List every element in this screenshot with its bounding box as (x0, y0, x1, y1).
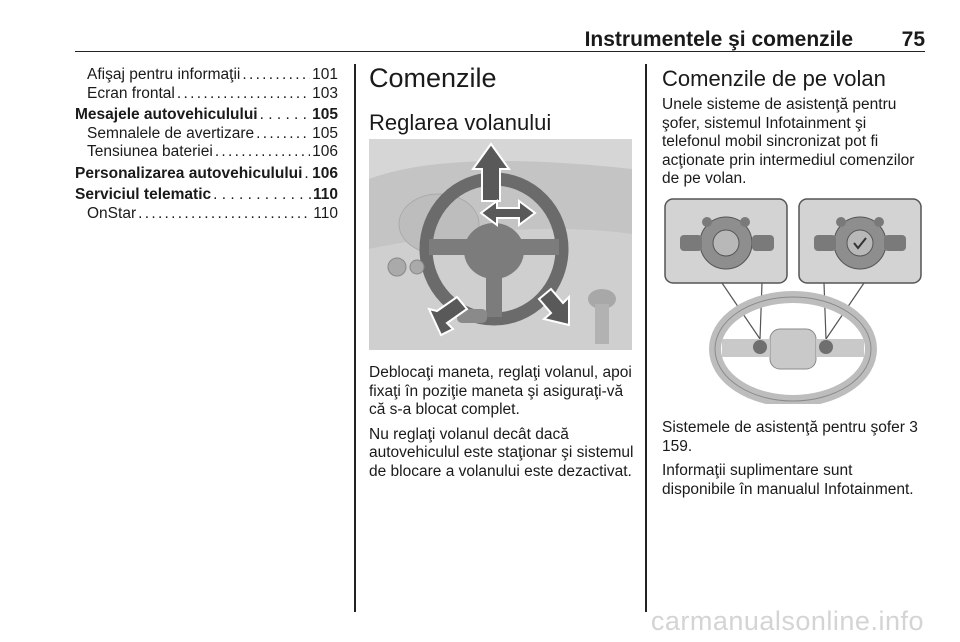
column-divider (354, 64, 356, 612)
toc-entry-label: Semnalele de avertizare (87, 124, 255, 142)
toc-entry-label: Personalizarea autovehiculului (75, 164, 303, 182)
section-heading: Reglarea volanului (369, 110, 552, 135)
toc-entry-page: 105 (312, 106, 338, 123)
page-number: 75 (901, 28, 925, 51)
controls-text (662, 419, 927, 505)
paragraph: Nu reglaţi volanul decât dacă autovehiculul este staţionar şi sistemul de blocare a volanului este dezactivat. (369, 425, 634, 480)
toc-entry-label: Ecran frontal (87, 84, 175, 102)
toc-entry-label: OnStar (87, 204, 137, 222)
toc-entry-page: 110 (312, 186, 338, 203)
steering-adjustment-text (369, 364, 634, 487)
toc-entry-label: Mesajele autovehiculului (75, 106, 258, 123)
steering-adjustment-illustration (369, 139, 632, 350)
steering-wheel-controls-illustration (662, 197, 924, 404)
toc-entry[interactable] (75, 106, 338, 125)
toc-entry[interactable] (75, 186, 338, 205)
toc-entry[interactable] (75, 143, 338, 162)
toc-entry-page: 106 (312, 143, 338, 160)
paragraph: Informaţii suplimentare sunt disponibile în manualul Infotainment. (662, 462, 914, 498)
paragraph: Deblocaţi maneta, reglaţi volanul, apoi fixaţi în poziţie maneta şi asiguraţi-vă că s-a blocat complet. (369, 364, 632, 418)
toc-entry-page: 103 (312, 84, 338, 102)
toc-entry-page: 106 (312, 164, 338, 182)
page-header (75, 22, 925, 52)
toc-entry-page: 101 (312, 66, 338, 83)
toc-entry-page: 110 (313, 204, 338, 222)
toc-entry[interactable] (75, 85, 338, 104)
table-of-contents (75, 66, 338, 223)
toc-entry-label: Afişaj pentru informaţii (87, 66, 241, 83)
column-divider (645, 64, 647, 612)
intro-paragraph: Unele sisteme de asistenţă pentru şofer, sistemul Infotainment şi telefonul mobil sincronizat pot fi acţionate prin intermediul comenzilor de pe volan. (662, 96, 915, 187)
section-heading: Comenzile de pe volan (662, 66, 886, 91)
middle-column (369, 62, 632, 136)
right-column (662, 66, 927, 189)
toc-entry-page: 105 (312, 124, 338, 142)
section-title: Instrumentele şi comenzile (584, 28, 853, 51)
toc-entry[interactable] (75, 205, 338, 224)
cross-reference-paragraph[interactable]: Sistemele de asistenţă pentru şofer 3 159. (662, 419, 918, 455)
toc-entry[interactable] (75, 125, 338, 144)
toc-entry-label: Serviciul telematic (75, 186, 212, 203)
toc-entry-label: Tensiunea bateriei (87, 143, 213, 160)
toc-entry[interactable] (75, 165, 338, 184)
watermark: carmanualsonline.info (650, 606, 924, 636)
chapter-heading: Comenzile (369, 63, 497, 93)
toc-entry[interactable] (75, 66, 338, 85)
